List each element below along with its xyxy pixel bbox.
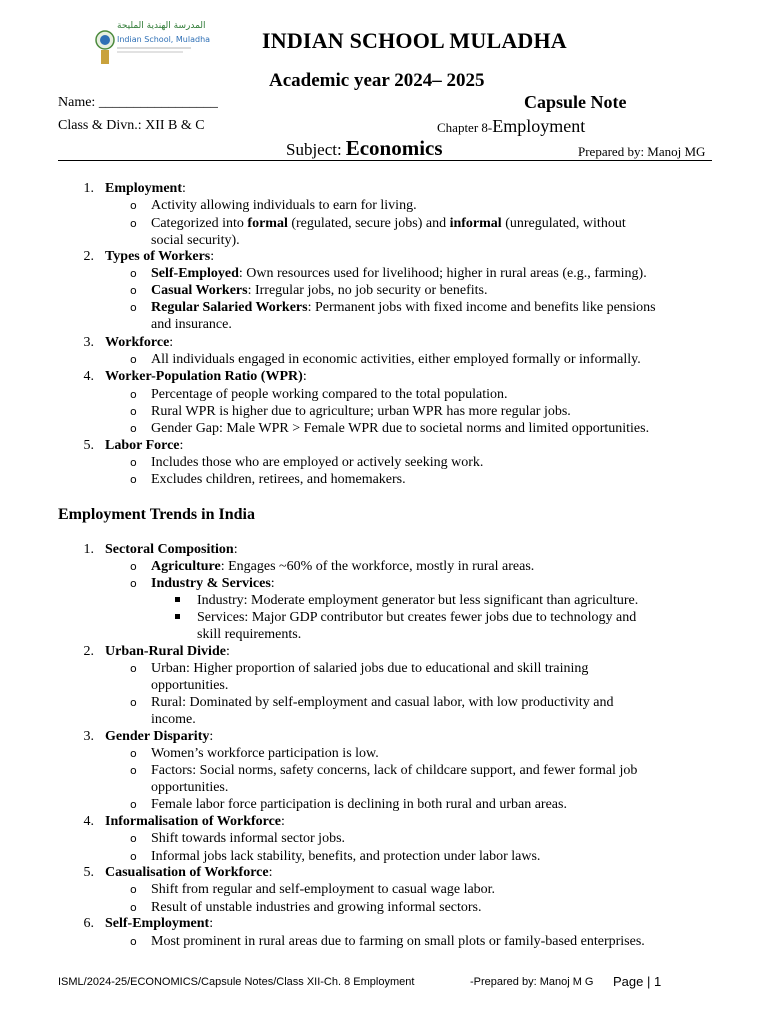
list-item: Agriculture: Engages ~60% of the workforce, mostly in rural areas.: [151, 559, 535, 574]
list-number: 2.: [83, 249, 94, 264]
list-item: Shift from regular and self-employment to casual wage labor.: [151, 882, 496, 897]
bullet-icon: o: [130, 935, 137, 948]
academic-year: Academic year 2024– 2025: [269, 70, 485, 91]
svg-text:المدرسة الهندية المليحة: المدرسة الهندية المليحة: [117, 21, 206, 31]
bullet-icon: o: [130, 901, 137, 914]
list-item: Rural: Dominated by self-employment and casual labor, with low productivity and: [151, 695, 614, 710]
list-item: Gender Gap: Male WPR > Female WPR due to societal norms and limited opportunities.: [151, 421, 650, 436]
capsule-note-title: Capsule Note: [524, 92, 627, 112]
list-item: All individuals engaged in economic activities, either employed formally or informally.: [151, 352, 641, 367]
list-item: Self-Employed: Own resources used for livelihood; higher in rural areas (e.g., farming).: [151, 266, 647, 281]
list-item-continued: social security).: [151, 233, 240, 248]
list-item-title: Urban-Rural Divide:: [105, 644, 230, 659]
square-bullet-icon: [175, 597, 180, 602]
school-name: INDIAN SCHOOL MULADHA: [262, 28, 567, 53]
square-bullet-icon: [175, 614, 180, 619]
bullet-icon: o: [130, 199, 137, 212]
bullet-icon: o: [130, 850, 137, 863]
list-item: Result of unstable industries and growing informal sectors.: [151, 900, 482, 915]
bullet-icon: o: [130, 217, 137, 230]
list-item-title: Informalisation of Workforce:: [105, 814, 285, 829]
chapter-info: [437, 116, 585, 137]
bullet-icon: o: [130, 284, 137, 297]
list-item-continued: skill requirements.: [197, 627, 302, 642]
list-item: Services: Major GDP contributor but creates fewer jobs due to technology and: [197, 610, 637, 625]
list-number: 4.: [83, 814, 94, 829]
bullet-icon: o: [130, 662, 137, 675]
list-item: Industry & Services:: [151, 576, 275, 591]
list-item: Urban: Higher proportion of salaried jobs due to educational and skill training: [151, 661, 589, 676]
list-item: Shift towards informal sector jobs.: [151, 831, 346, 846]
list-item: Regular Salaried Workers: Permanent jobs with fixed income and benefits like pensions: [151, 300, 656, 315]
bullet-icon: o: [130, 696, 137, 709]
section-heading: Employment Trends in India: [58, 506, 255, 523]
list-number: 3.: [83, 335, 94, 350]
footer-document-path: ISML/2024-25/ECONOMICS/Capsule Notes/Class XII-Ch. 8 Employment: [58, 976, 415, 988]
chapter-prefix: Chapter 8-: [437, 120, 493, 135]
bullet-icon: o: [130, 456, 137, 469]
list-item: Rural WPR is higher due to agriculture; urban WPR has more regular jobs.: [151, 404, 571, 419]
header-divider: [58, 160, 712, 161]
list-item-title: Sectoral Composition:: [105, 542, 238, 557]
list-item: Percentage of people working compared to the total population.: [151, 387, 508, 402]
subject-line: [286, 136, 443, 161]
bullet-icon: o: [130, 798, 137, 811]
list-number: 4.: [83, 369, 94, 384]
bullet-icon: o: [130, 883, 137, 896]
list-item-title: Workforce:: [105, 335, 174, 350]
bullet-icon: o: [130, 747, 137, 760]
list-number: 6.: [83, 916, 94, 931]
list-item: Women’s workforce participation is low.: [151, 746, 379, 761]
bullet-icon: o: [130, 353, 137, 366]
list-item: Excludes children, retirees, and homemakers.: [151, 472, 406, 487]
list-item-title: Types of Workers:: [105, 249, 215, 264]
list-item: Activity allowing individuals to earn for living.: [151, 198, 417, 213]
list-item: Categorized into formal (regulated, secure jobs) and informal (unregulated, without: [151, 216, 626, 231]
list-item: Industry: Moderate employment generator but less significant than agriculture.: [197, 593, 639, 608]
bullet-icon: o: [130, 764, 137, 777]
list-item-continued: opportunities.: [151, 678, 229, 693]
bullet-icon: o: [130, 267, 137, 280]
bullet-icon: o: [130, 473, 137, 486]
bullet-icon: o: [130, 422, 137, 435]
list-item: Most prominent in rural areas due to farming on small plots or family-based enterprises.: [151, 934, 645, 949]
list-item-title: Self-Employment:: [105, 916, 214, 931]
list-item: Informal jobs lack stability, benefits, and protection under labor laws.: [151, 849, 541, 864]
list-item-title: Employment:: [105, 181, 186, 196]
list-item-title: Worker-Population Ratio (WPR):: [105, 369, 307, 384]
school-logo: [95, 14, 211, 70]
svg-text:Indian School, Muladha: Indian School, Muladha: [117, 35, 211, 44]
class-division: Class & Divn.: XII B & C: [58, 118, 205, 133]
prepared-by: Prepared by: Manoj MG: [578, 144, 706, 159]
list-item-title: Gender Disparity:: [105, 729, 214, 744]
list-item: Factors: Social norms, safety concerns, lack of childcare support, and fewer formal job: [151, 763, 638, 778]
list-number: 1.: [83, 542, 94, 557]
list-item: Includes those who are employed or actively seeking work.: [151, 455, 484, 470]
chapter-name: Employment: [492, 116, 586, 136]
list-item-continued: and insurance.: [151, 317, 232, 332]
page-number: Page | 1: [613, 974, 662, 989]
subject-label: Subject:: [286, 140, 342, 159]
list-number: 2.: [83, 644, 94, 659]
bullet-icon: o: [130, 577, 137, 590]
list-item: Casual Workers: Irregular jobs, no job security or benefits.: [151, 283, 488, 298]
list-number: 5.: [83, 438, 94, 453]
bullet-icon: o: [130, 405, 137, 418]
footer-prepared-by: -Prepared by: Manoj M G: [470, 976, 594, 988]
bullet-icon: o: [130, 388, 137, 401]
bullet-icon: o: [130, 560, 137, 573]
list-item-continued: opportunities.: [151, 780, 229, 795]
bullet-icon: o: [130, 301, 137, 314]
list-item: Female labor force participation is declining in both rural and urban areas.: [151, 797, 567, 812]
list-item-title: Casualisation of Workforce:: [105, 865, 273, 880]
list-number: 5.: [83, 865, 94, 880]
list-number: 1.: [83, 181, 94, 196]
list-number: 3.: [83, 729, 94, 744]
list-item-continued: income.: [151, 712, 196, 727]
name-field: Name: _________________: [58, 95, 218, 110]
bullet-icon: o: [130, 832, 137, 845]
list-item-title: Labor Force:: [105, 438, 184, 453]
subject-value: Economics: [345, 136, 443, 160]
